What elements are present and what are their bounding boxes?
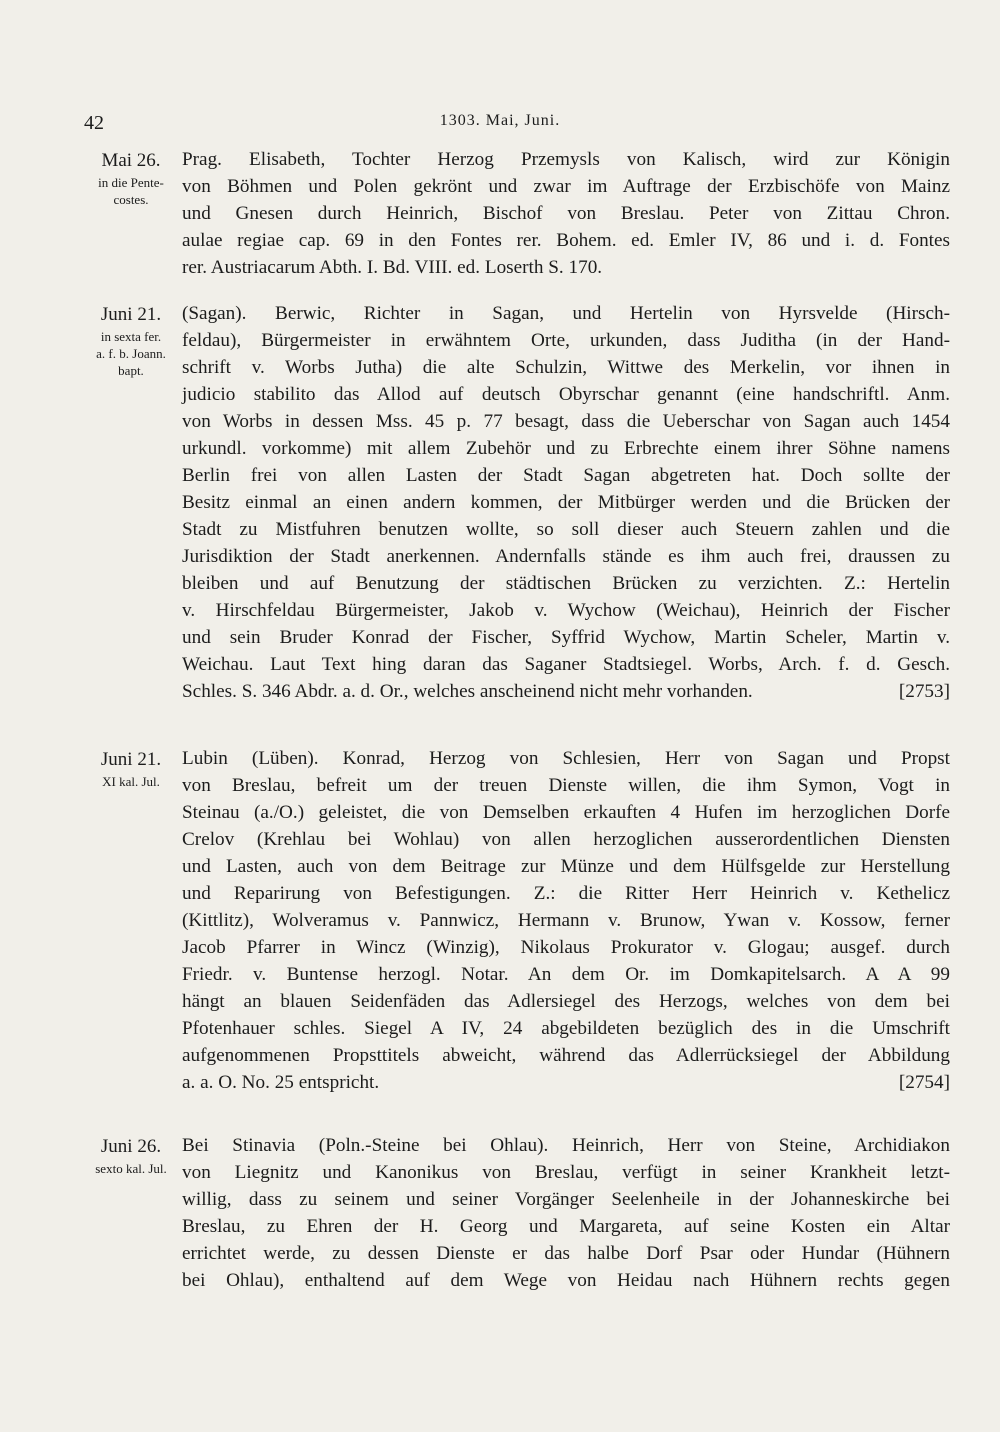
entry-text [182,146,950,281]
entry-date: Juni 26. [100,1136,162,1157]
entry-text [182,745,950,1096]
text-line: Prag. Elisabeth, Tochter Herzog Przemysls von Kalisch, wird zur Königin [182,149,950,170]
text-line: willig, dass zu seinem und seiner Vorgänger Seelenheile in der Johanneskirche bei [182,1189,950,1210]
text-line: und Lasten, auch von dem Beitrage zur Münze und dem Hülfsgelde zur Herstellung [182,856,950,877]
date-column [80,302,182,379]
text-line: Crelov (Krehlau bei Wohlau) von allen herzoglichen ausserordentlichen Diensten [182,829,950,850]
text-line: bleiben und auf Benutzung der städtischen Brücken zu verzichten. Z.: Hertelin [182,573,950,594]
text-line: (Kittlitz), Wolveramus v. Pannwicz, Hermann v. Brunow, Ywan v. Kossow, ferner [182,910,950,931]
entry-text [182,300,950,705]
text-line: rer. Austriacarum Abth. I. Bd. VIII. ed. Loserth S. 170. [182,257,603,278]
text-line: Weichau. Laut Text hing daran das Saganer Stadtsiegel. Worbs, Arch. f. d. Gesch. [182,654,950,675]
text-line: judicio stabilito das Allod auf deutsch Obyrschar genannt (eine handschriftl. Anm. [182,384,950,405]
text-line: Jacob Pfarrer in Wincz (Winzig), Nikolaus Prokurator v. Glogau; ausgef. durch [182,937,950,958]
entry-date: Juni 21. [100,749,162,770]
text-line: urkundl. vorkomme) mit allem Zubehör und zu Erbrechte einem ihrer Söhne namens [182,438,950,459]
text-line: Friedr. v. Buntense herzogl. Notar. An dem Or. im Domkapitelsarch. A A 99 [182,964,950,985]
text-line: Breslau, zu Ehren der H. Georg und Margareta, auf seine Kosten ein Altar [182,1216,950,1237]
text-line: und Reparirung von Befestigungen. Z.: die Ritter Herr Heinrich v. Kethelicz [182,883,950,904]
text-line: von Liegnitz und Kanonikus von Breslau, verfügt in seiner Krankheit letzt- [182,1162,950,1183]
text-line: Lubin (Lüben). Konrad, Herzog von Schlesien, Herr von Sagan und Propst [182,748,950,769]
text-line-content: Schles. S. 346 Abdr. a. d. Or., welches anscheinend nicht mehr vorhanden. [182,681,753,702]
text-line: Bei Stinavia (Poln.-Steine bei Ohlau). Heinrich, Herr von Steine, Archidiakon [182,1135,950,1156]
entries [0,146,1000,1294]
text-line: v. Hirschfeldau Bürgermeister, Jakob v. Wychow (Weichau), Heinrich der Fischer [182,600,950,621]
page-number: 42 [84,112,104,134]
date-column [80,148,182,208]
feast-day-line: a. f. b. Joann. [96,346,166,361]
text-line [182,678,950,705]
feast-day-line: in die Pente- [98,175,164,190]
running-title: 1303. Mai, Juni. [439,112,561,129]
text-line: bei Ohlau), enthaltend auf dem Wege von Heidau nach Hühnern rechts gegen [182,1270,950,1291]
entry-date: Mai 26. [101,150,161,171]
date-column [80,1134,182,1177]
feast-day-line: in sexta fer. [100,329,162,344]
regest-entry [0,300,1000,745]
feast-day-line: sexto kal. Jul. [95,1161,167,1176]
text-line: Steinau (a./O.) geleistet, die von Demselben erkauften 4 Hufen im herzoglichen Dorfe [182,802,950,823]
date-column [80,747,182,790]
regest-entry [0,1132,1000,1294]
text-line: und sein Bruder Konrad der Fischer, Syffrid Wychow, Martin Scheler, Martin v. [182,627,950,648]
page-header [0,106,1000,146]
text-line: Stadt zu Mistfuhren benutzen wollte, so soll dieser auch Steuern zahlen und die [182,519,950,540]
text-line: aufgenommenen Propsttitels abweicht, während das Adlerrücksiegel der Abbildung [182,1045,950,1066]
entry-date: Juni 21. [100,304,162,325]
feast-day-line: bapt. [118,363,144,378]
regest-entry [0,146,1000,300]
text-line: Jurisdiktion der Stadt anerkennen. Andernfalls stände es ihm auch frei, draussen zu [182,546,950,567]
text-line: Pfotenhauer schles. Siegel A IV, 24 abgebildeten bezüglich des in die Umschrift [182,1018,950,1039]
text-line: von Worbs in dessen Mss. 45 p. 77 besagt, dass die Ueberschar von Sagan auch 1454 [182,411,950,432]
text-line: und Gnesen durch Heinrich, Bischof von Breslau. Peter von Zittau Chron. [182,203,950,224]
text-line [182,1069,950,1096]
text-line: aulae regiae cap. 69 in den Fontes rer. Bohem. ed. Emler IV, 86 und i. d. Fontes [182,230,950,251]
text-line: Berlin frei von allen Lasten der Stadt Sagan abgetreten hat. Doch sollte der [182,465,950,486]
feast-day-line: XI kal. Jul. [102,774,160,789]
text-line: (Sagan). Berwic, Richter in Sagan, und Hertelin von Hyrsvelde (Hirsch- [182,303,950,324]
text-line: errichtet werde, zu dessen Dienste er das halbe Dorf Psar oder Hundar (Hühnern [182,1243,950,1264]
text-line: hängt an blauen Seidenfäden das Adlersiegel des Herzogs, welches von dem bei [182,991,950,1012]
text-line: feldau), Bürgermeister in erwähntem Orte, urkunden, dass Juditha (in der Hand- [182,330,950,351]
feast-day-line: costes. [113,192,149,207]
text-line: von Böhmen und Polen gekrönt und zwar im Auftrage der Erzbischöfe von Mainz [182,176,950,197]
document-number: [2753] [898,681,950,702]
text-line: Besitz einmal an einen andern kommen, der Mitbürger werden und die Brücken der [182,492,950,513]
document-number: [2754] [898,1072,950,1093]
regest-entry [0,745,1000,1132]
entry-text [182,1132,950,1294]
text-line: von Breslau, befreit um der treuen Dienste willen, die ihm Symon, Vogt in [182,775,950,796]
text-line-content: a. a. O. No. 25 entspricht. [182,1072,380,1093]
text-line: schrift v. Worbs Jutha) die alte Schulzin, Wittwe des Merkelin, vor ihnen in [182,357,950,378]
